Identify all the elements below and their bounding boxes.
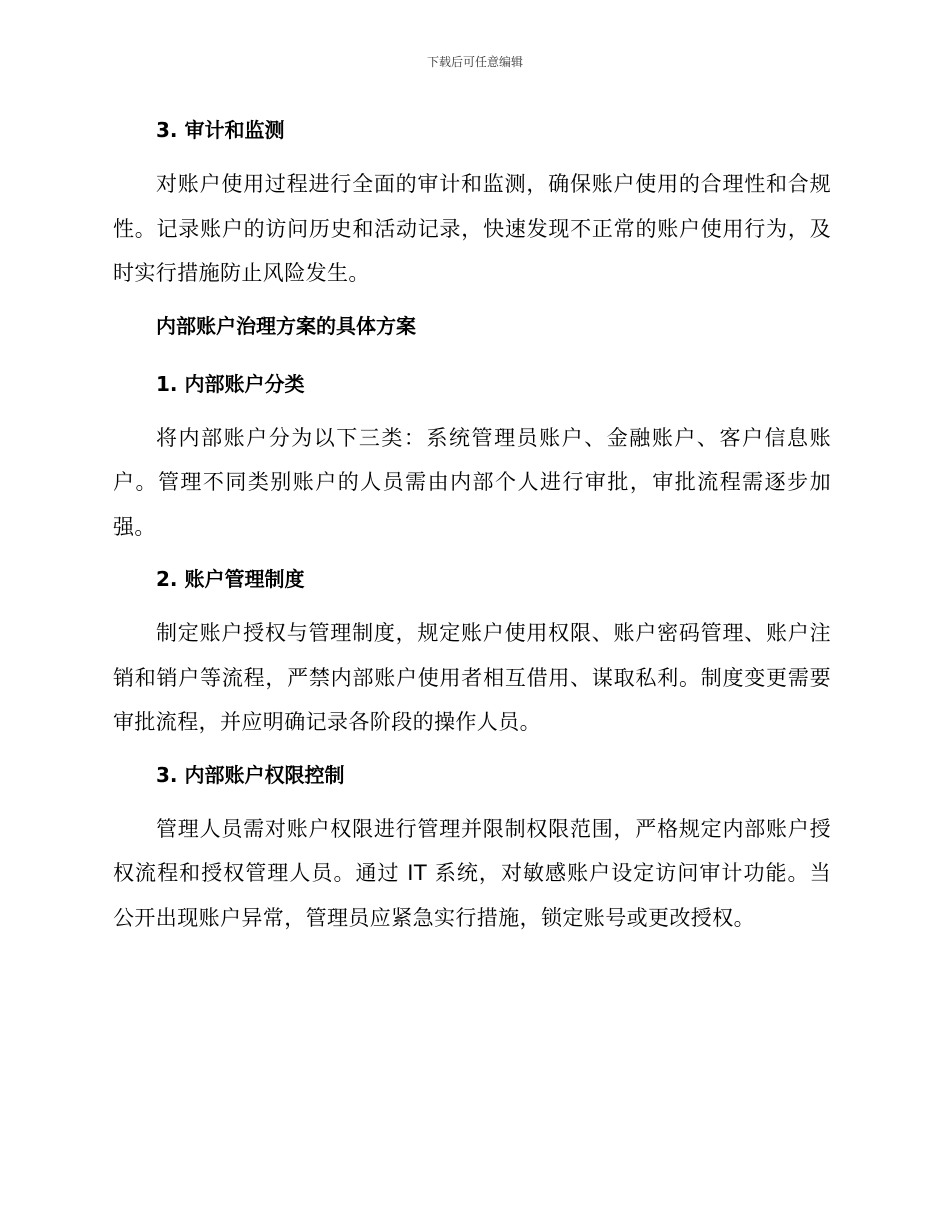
section-heading-management: 2. 账户管理制度 xyxy=(156,567,305,591)
section-heading-audit: 3. 审计和监测 xyxy=(156,118,285,142)
document-body xyxy=(113,112,831,940)
paragraph-audit: 对账户使用过程进行全面的审计和监测，确保账户使用的合理性和合规性。记录账户的访问历史和活动记录，快速发现不正常的账户使用行为，及时实行措施防止风险发生。 xyxy=(113,172,831,285)
section-heading-plan: 内部账户治理方案的具体方案 xyxy=(156,313,416,338)
section-heading-classification: 1. 内部账户分类 xyxy=(156,371,305,396)
paragraph-permission: 管理人员需对账户权限进行管理并限制权限范围，严格规定内部账户授权流程和授权管理人员。通过 IT 系统，对敏感账户设定访问审计功能。当公开出现账户异常，管理员应紧急实行措施，锁定账号或更改授权。 xyxy=(113,816,831,930)
section-heading-permission: 3. 内部账户权限控制 xyxy=(156,762,345,787)
paragraph-classification: 将内部账户分为以下三类：系统管理员账户、金融账户、客户信息账户。管理不同类别账户的人员需由内部个人进行审批，审批流程需逐步加强。 xyxy=(113,425,831,539)
header-note: 下载后可任意编辑 xyxy=(426,55,523,69)
paragraph-management: 制定账户授权与管理制度，规定账户使用权限、账户密码管理、账户注销和销户等流程，严禁内部账户使用者相互借用、谋取私利。制度变更需要审批流程，并应明确记录各阶段的操作人员。 xyxy=(113,621,831,734)
